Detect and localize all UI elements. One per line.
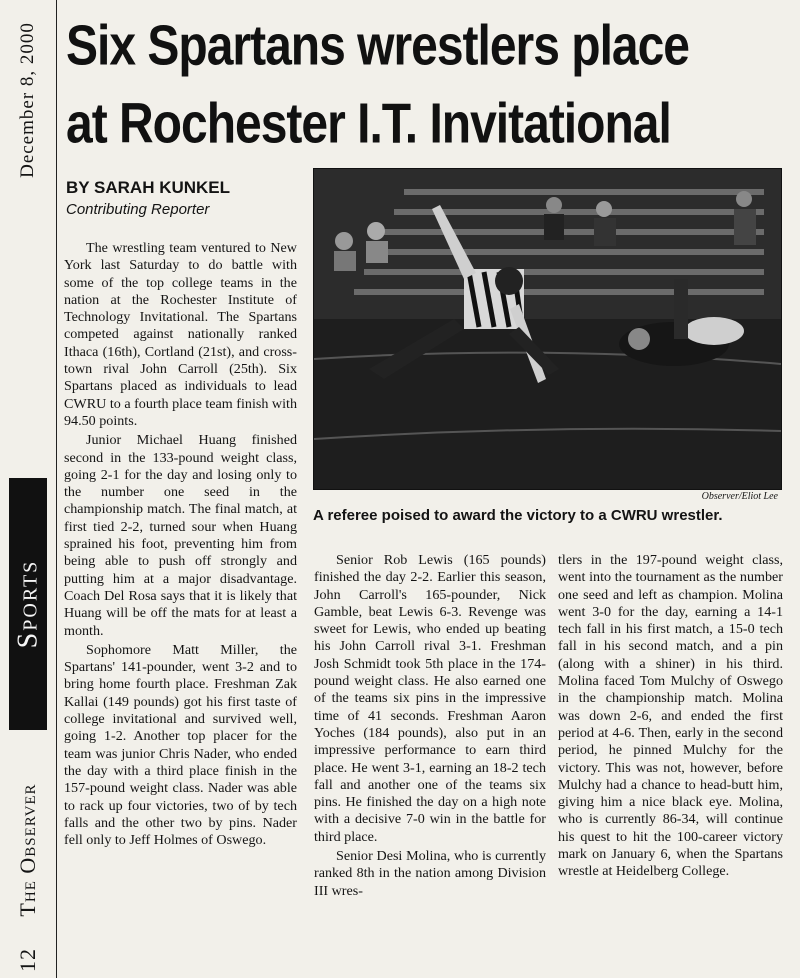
byline: BY SARAH KUNKEL	[66, 178, 231, 197]
newspaper-name: The Observer	[15, 783, 40, 917]
headline-line-2: at Rochester I.T. Invitational	[66, 92, 671, 156]
paragraph: The wrestling team ventured to New York last Saturday to do battle with some of the top college teams in the nation at the Rochester Institute of Technology Invitational. The Spartans competed against nationally ranked Ithaca (16th), Cortland (21st), and cross-town rival John Carroll (25th). Six Spartans placed as individuals to lead CWRU to a fourth place team finish with 94.50 points.	[64, 240, 297, 429]
paragraph: Sophomore Matt Miller, the Spartans' 141-pounder, went 3-2 and to bring home fourth place. Freshman Zak Kallai (149 pounds) got his first taste of college invitational and survived well, going 1-2. Another top placer for the team was junior Chris Nader, who ended the day with a third place finish in the 157-pound weight class. Nader was able to rack up four victories, two of by tech falls and the other two by pins. Nader fell only to Jeff Holmes of Oswego.	[64, 641, 297, 849]
photo-caption: A referee poised to award the victory to a CWRU wrestler.	[313, 507, 723, 524]
wrestling-photo	[313, 168, 782, 490]
article-column-3	[558, 552, 783, 881]
paragraph: Senior Desi Molina, who is currently ranked 8th in the nation among Division III wres-	[314, 848, 546, 899]
article-column-2	[314, 552, 546, 900]
page-margin	[0, 0, 57, 978]
paragraph: Senior Rob Lewis (165 pounds) finished the day 2-2. Earlier this season, John Carroll's 165-pounder, Nick Gamble, beat Lewis 6-3. Revenge was sweet for Lewis, who ended up beating his John Carroll rival 3-1. Freshman Josh Schmidt took 5th place in the 174-pound weight class. He also earned one of the teams six pins in the impressive time of 41 seconds. Freshman Aaron Yoches (184 pounds), also put in an impressive performance to earn third place. He went 3-1, earning an 18-2 tech fall and another one of the teams six pins. He finished the day on a high note with a decisive 7-0 win in the battle for third place.	[314, 552, 546, 845]
section-label-box	[9, 478, 47, 730]
article-headline	[66, 8, 796, 164]
page-number: 12	[15, 948, 40, 972]
paragraph: Junior Michael Huang finished second in the 133-pound weight class, going 2-1 for the day and losing only to the number one seed in the championship match. The final match, at first tied 2-2, turned sour when Huang sprained his foot, preventing him from being able to push off strongly and putting him at a major disadvantage. Coach Del Rosa says that it is likely that Huang will be off the mats for at least a month.	[64, 432, 297, 639]
author-role: Contributing Reporter	[66, 201, 210, 218]
article-column-1	[64, 240, 297, 849]
photo-image	[314, 169, 781, 489]
photo-credit: Observer/Eliot Lee	[701, 491, 778, 502]
headline-line-1: Six Spartans wrestlers place	[66, 15, 689, 78]
issue-date: December 8, 2000	[17, 22, 38, 178]
paragraph: tlers in the 197-pound weight class, went into the tournament as the number one seed and left as champion. Molina went 3-0 for the day, earning a 14-1 tech fall in his first match, a 15-0 tech fall in his second match, and a pin (along with a shiner) in his third. Molina faced Tom Mulchy of Oswego in the championship match. Molina was down 2-6, and ended the first period at 4-6. Then, early in the second period, he pinned Mulchy for the victory. This was not, however, before Mulchy had a chance to head-butt him, giving him a nice black eye. Molina, who is currently 86-34, will continue his quest to hit the 100-career victory mark on January 6, when the Spartans wrestle at Heidelberg College.	[558, 552, 783, 880]
section-label: Sports	[12, 559, 43, 649]
